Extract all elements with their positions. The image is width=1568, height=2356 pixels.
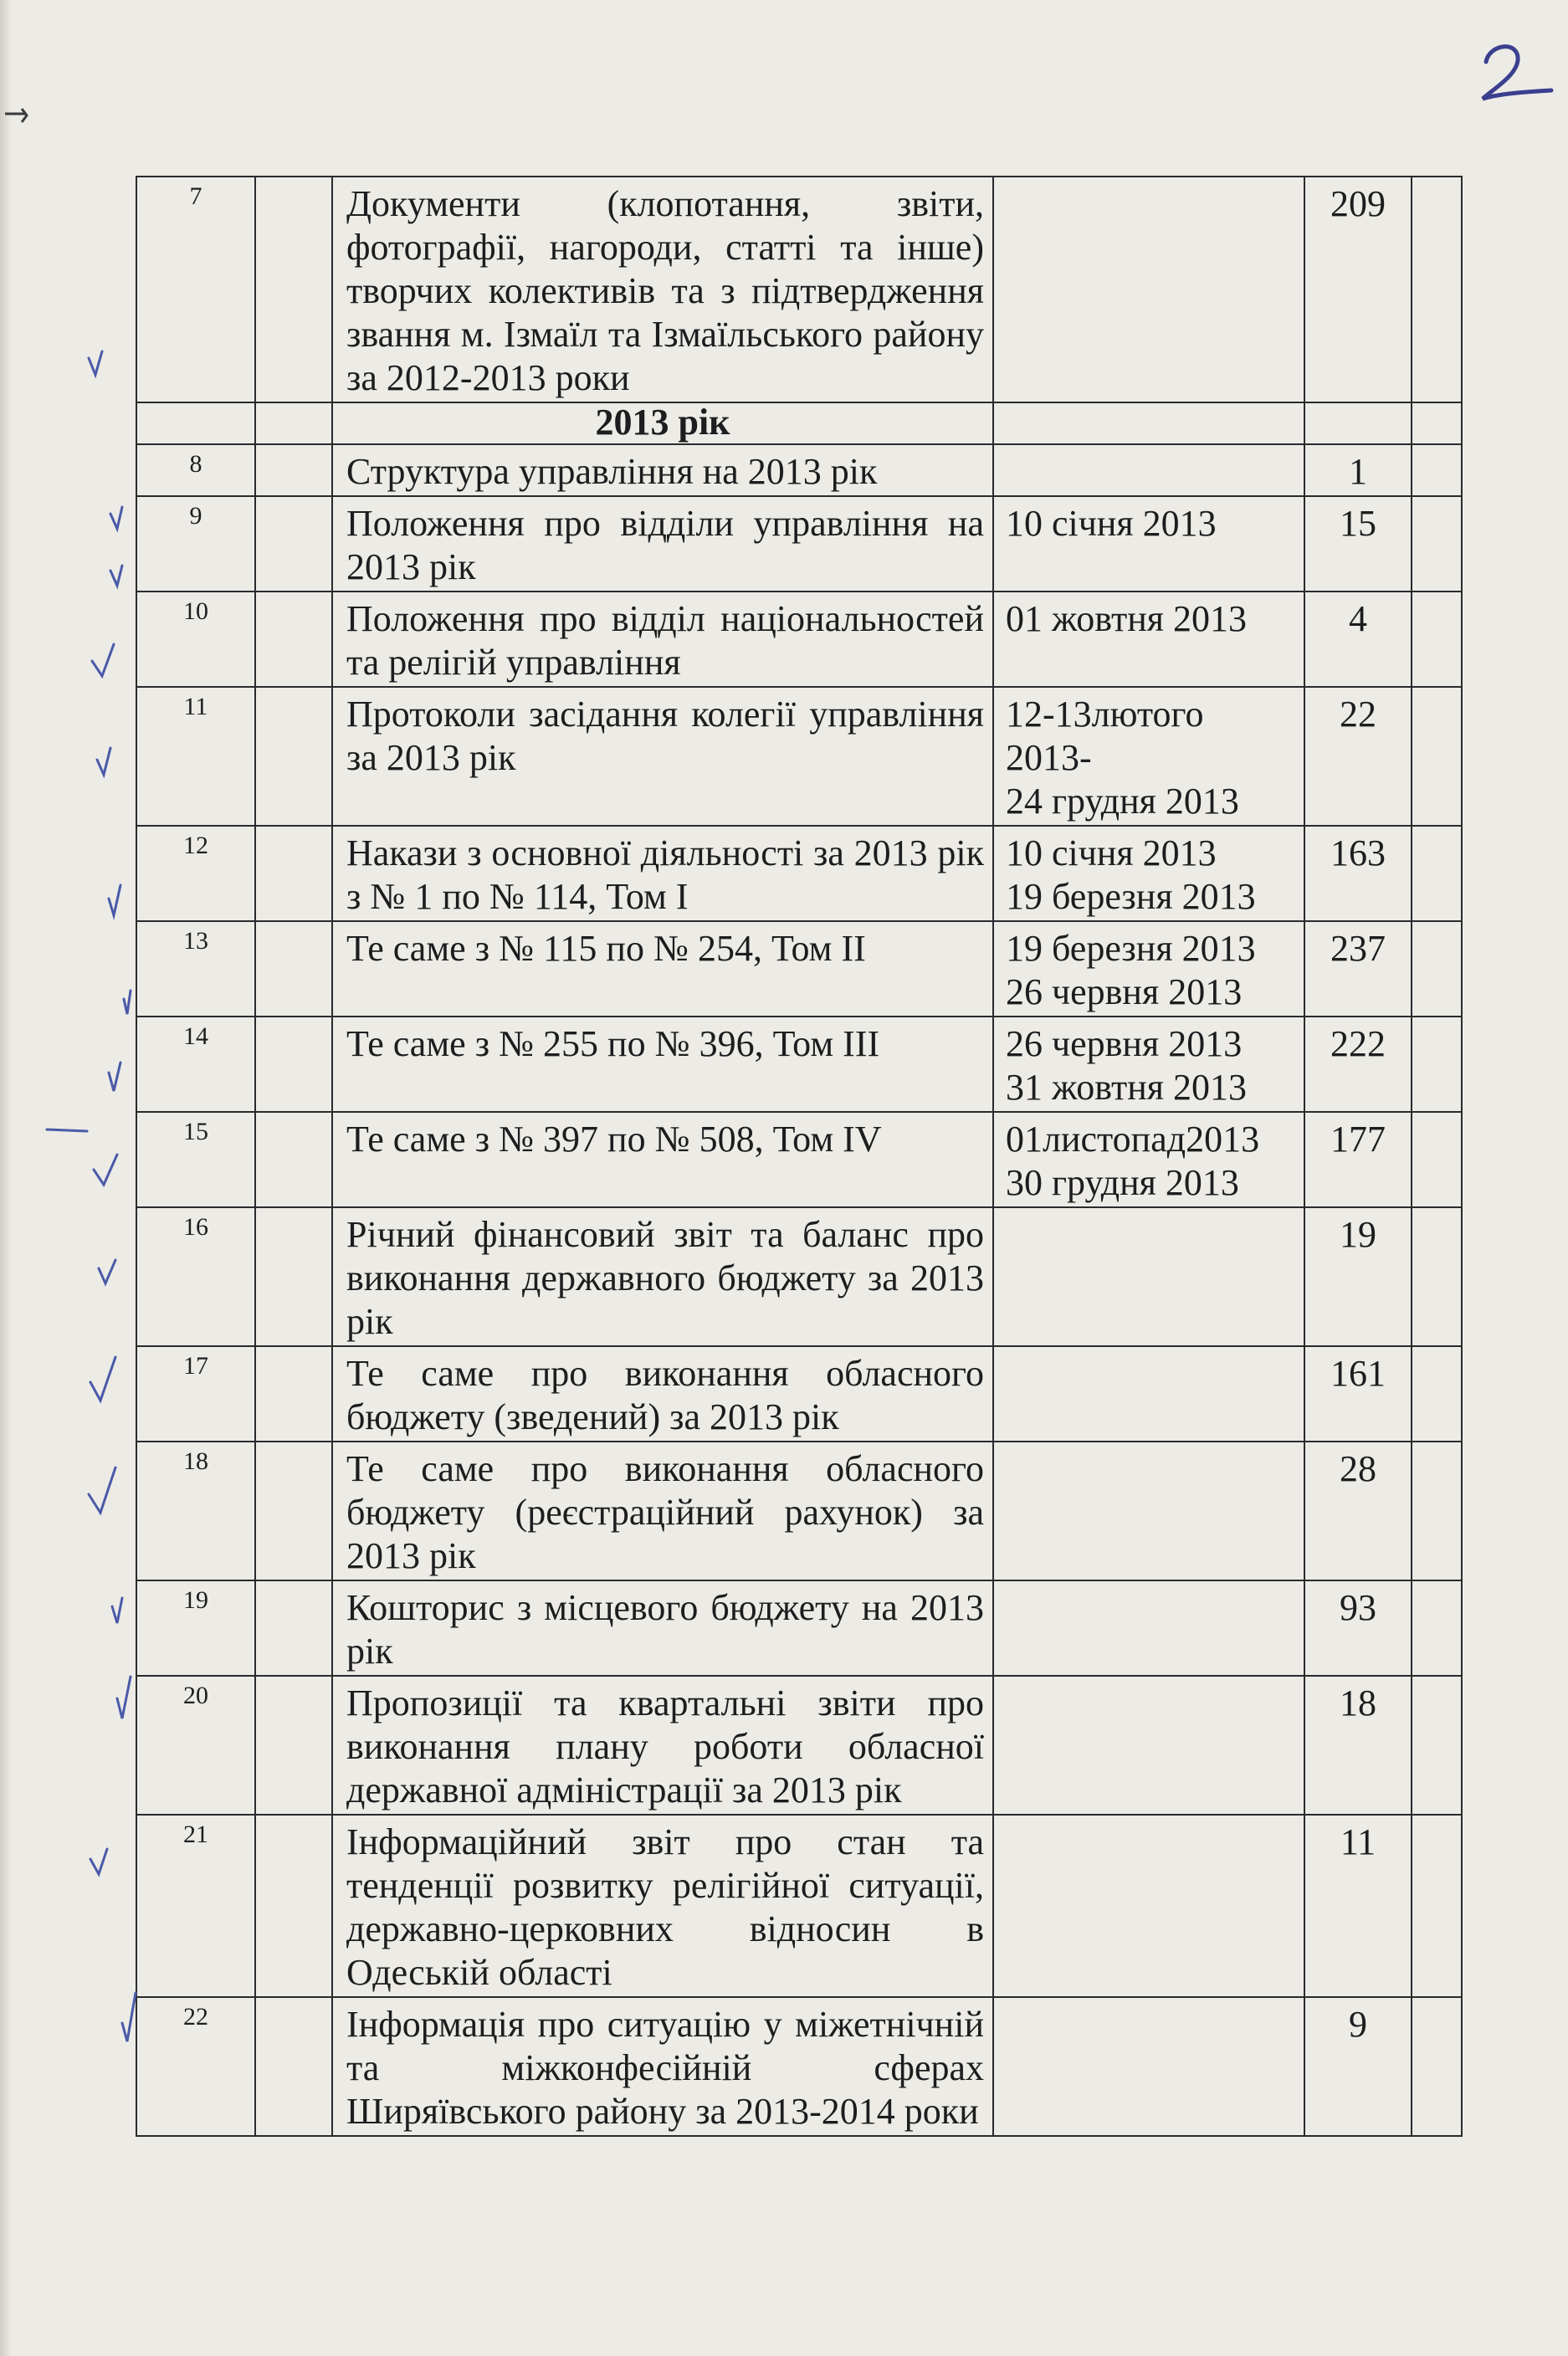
table-row bbox=[136, 1112, 1462, 1207]
row-title: Пропозиції та квартальні звіти про виконання плану роботи обласної державної адміністрації за 2013 рік bbox=[332, 1676, 993, 1815]
table-row bbox=[136, 1580, 1462, 1676]
staple-mark bbox=[3, 102, 28, 127]
row-note-cell bbox=[1412, 1207, 1462, 1346]
row-dates bbox=[993, 1207, 1304, 1346]
row-title: Те саме з № 397 по № 508, Том IV bbox=[332, 1112, 993, 1207]
row-number: 20 bbox=[136, 1676, 255, 1815]
row-page-count: 1 bbox=[1304, 444, 1412, 496]
row-page-count: 163 bbox=[1304, 826, 1412, 921]
row-page-count: 18 bbox=[1304, 1676, 1412, 1815]
row-dates: 12-13лютого 2013- 24 грудня 2013 bbox=[993, 687, 1304, 826]
row-page-count: 161 bbox=[1304, 1346, 1412, 1442]
row-number: 19 bbox=[136, 1580, 255, 1676]
row-note-cell bbox=[1412, 1676, 1462, 1815]
row-title: Інформаційний звіт про стан та тенденції розвитку релігійної ситуації, державно-церковних відносин в Одеській області bbox=[332, 1815, 993, 1997]
row-dates bbox=[993, 444, 1304, 496]
row-note-cell bbox=[1412, 1580, 1462, 1676]
row-title: Те саме з № 255 по № 396, Том ІІІ bbox=[332, 1017, 993, 1112]
row-number: 11 bbox=[136, 687, 255, 826]
row-page-count: 9 bbox=[1304, 1997, 1412, 2136]
row-blank-cell bbox=[255, 444, 332, 496]
row-dates: 01листопад2013 30 грудня 2013 bbox=[993, 1112, 1304, 1207]
row-title: Протоколи засідання колегії управління за 2013 рік bbox=[332, 687, 993, 826]
row-note-cell bbox=[1412, 1346, 1462, 1442]
row-title: Документи (клопотання, звіти, фотографії, нагороди, статті та інше) творчих колективів та з підтвердження звання м. Ізмаїл та Ізмаїльського району за 2012-2013 роки bbox=[332, 177, 993, 402]
row-page-count: 11 bbox=[1304, 1815, 1412, 1997]
row-blank-cell bbox=[255, 1346, 332, 1442]
row-note-cell bbox=[1412, 1815, 1462, 1997]
row-page-count: 4 bbox=[1304, 592, 1412, 687]
row-number: 13 bbox=[136, 921, 255, 1017]
row-page-count: 28 bbox=[1304, 1442, 1412, 1580]
row-blank-cell bbox=[255, 1207, 332, 1346]
table-row bbox=[136, 1676, 1462, 1815]
row-note-cell bbox=[1412, 1017, 1462, 1112]
row-dates: 10 січня 2013 bbox=[993, 496, 1304, 592]
table-row bbox=[136, 1207, 1462, 1346]
row-number: 16 bbox=[136, 1207, 255, 1346]
row-title: Положення про відділи управління на 2013 рік bbox=[332, 496, 993, 592]
row-title: Те саме про виконання обласного бюджету (зведений) за 2013 рік bbox=[332, 1346, 993, 1442]
row-blank-cell bbox=[255, 1017, 332, 1112]
rows-before-section bbox=[136, 177, 1462, 402]
row-number: 9 bbox=[136, 496, 255, 592]
row-number: 10 bbox=[136, 592, 255, 687]
row-blank-cell bbox=[255, 496, 332, 592]
row-blank-cell bbox=[255, 592, 332, 687]
table-row bbox=[136, 1997, 1462, 2136]
row-blank-cell bbox=[255, 1112, 332, 1207]
row-dates: 01 жовтня 2013 bbox=[993, 592, 1304, 687]
row-number: 17 bbox=[136, 1346, 255, 1442]
row-number: 12 bbox=[136, 826, 255, 921]
row-title: Структура управління на 2013 рік bbox=[332, 444, 993, 496]
row-title: Кошторис з місцевого бюджету на 2013 рік bbox=[332, 1580, 993, 1676]
row-note-cell bbox=[1412, 444, 1462, 496]
row-blank-cell bbox=[255, 1997, 332, 2136]
table-row bbox=[136, 1346, 1462, 1442]
row-blank-cell bbox=[255, 1676, 332, 1815]
row-dates bbox=[993, 1676, 1304, 1815]
row-page-count: 222 bbox=[1304, 1017, 1412, 1112]
table-row bbox=[136, 1442, 1462, 1580]
archive-inventory-table bbox=[136, 176, 1463, 2137]
row-number: 21 bbox=[136, 1815, 255, 1997]
row-note-cell bbox=[1412, 826, 1462, 921]
row-number: 8 bbox=[136, 444, 255, 496]
row-title: Те саме з № 115 по № 254, Том ІІ bbox=[332, 921, 993, 1017]
table-row bbox=[136, 496, 1462, 592]
row-dates: 19 березня 2013 26 червня 2013 bbox=[993, 921, 1304, 1017]
row-blank-cell bbox=[255, 1580, 332, 1676]
row-blank-cell bbox=[255, 1442, 332, 1580]
row-blank-cell bbox=[255, 921, 332, 1017]
table-row bbox=[136, 1815, 1462, 1997]
row-dates: 26 червня 2013 31 жовтня 2013 bbox=[993, 1017, 1304, 1112]
row-blank-cell bbox=[255, 1815, 332, 1997]
table-row bbox=[136, 444, 1462, 496]
row-dates bbox=[993, 1997, 1304, 2136]
table-row bbox=[136, 687, 1462, 826]
row-dates bbox=[993, 1346, 1304, 1442]
table-row bbox=[136, 1017, 1462, 1112]
row-title: Річний фінансовий звіт та баланс про виконання державного бюджету за 2013 рік bbox=[332, 1207, 993, 1346]
row-dates bbox=[993, 1580, 1304, 1676]
row-title: Накази з основної діяльності за 2013 рік з № 1 по № 114, Том І bbox=[332, 826, 993, 921]
table-row bbox=[136, 177, 1462, 402]
row-dates bbox=[993, 1815, 1304, 1997]
rows-2013-section bbox=[136, 444, 1462, 2136]
row-page-count: 209 bbox=[1304, 177, 1412, 402]
row-page-count: 237 bbox=[1304, 921, 1412, 1017]
section-heading: 2013 рік bbox=[332, 402, 993, 444]
row-page-count: 93 bbox=[1304, 1580, 1412, 1676]
row-number: 7 bbox=[136, 177, 255, 402]
row-title: Положення про відділ національностей та релігій управління bbox=[332, 592, 993, 687]
section-heading-row bbox=[136, 402, 1462, 444]
row-blank-cell bbox=[255, 826, 332, 921]
row-title: Інформація про ситуацію у міжетнічній та міжконфесійній сферах Ширяївського району за 2013-2014 роки bbox=[332, 1997, 993, 2136]
table-row bbox=[136, 592, 1462, 687]
row-note-cell bbox=[1412, 592, 1462, 687]
handwritten-page-number bbox=[1471, 35, 1563, 110]
row-number: 14 bbox=[136, 1017, 255, 1112]
row-dates bbox=[993, 177, 1304, 402]
row-page-count: 15 bbox=[1304, 496, 1412, 592]
row-page-count: 177 bbox=[1304, 1112, 1412, 1207]
row-number: 18 bbox=[136, 1442, 255, 1580]
row-note-cell bbox=[1412, 1442, 1462, 1580]
row-note-cell bbox=[1412, 921, 1462, 1017]
row-blank-cell bbox=[255, 177, 332, 402]
row-note-cell bbox=[1412, 687, 1462, 826]
row-number: 22 bbox=[136, 1997, 255, 2136]
row-note-cell bbox=[1412, 496, 1462, 592]
row-page-count: 19 bbox=[1304, 1207, 1412, 1346]
row-note-cell bbox=[1412, 1997, 1462, 2136]
page-edge-shadow bbox=[0, 0, 12, 2356]
row-dates: 10 січня 2013 19 березня 2013 bbox=[993, 826, 1304, 921]
row-dates bbox=[993, 1442, 1304, 1580]
row-number: 15 bbox=[136, 1112, 255, 1207]
row-note-cell bbox=[1412, 1112, 1462, 1207]
row-blank-cell bbox=[255, 687, 332, 826]
row-note-cell bbox=[1412, 177, 1462, 402]
table-row bbox=[136, 921, 1462, 1017]
table-row bbox=[136, 826, 1462, 921]
row-page-count: 22 bbox=[1304, 687, 1412, 826]
row-title: Те саме про виконання обласного бюджету (реєстраційний рахунок) за 2013 рік bbox=[332, 1442, 993, 1580]
